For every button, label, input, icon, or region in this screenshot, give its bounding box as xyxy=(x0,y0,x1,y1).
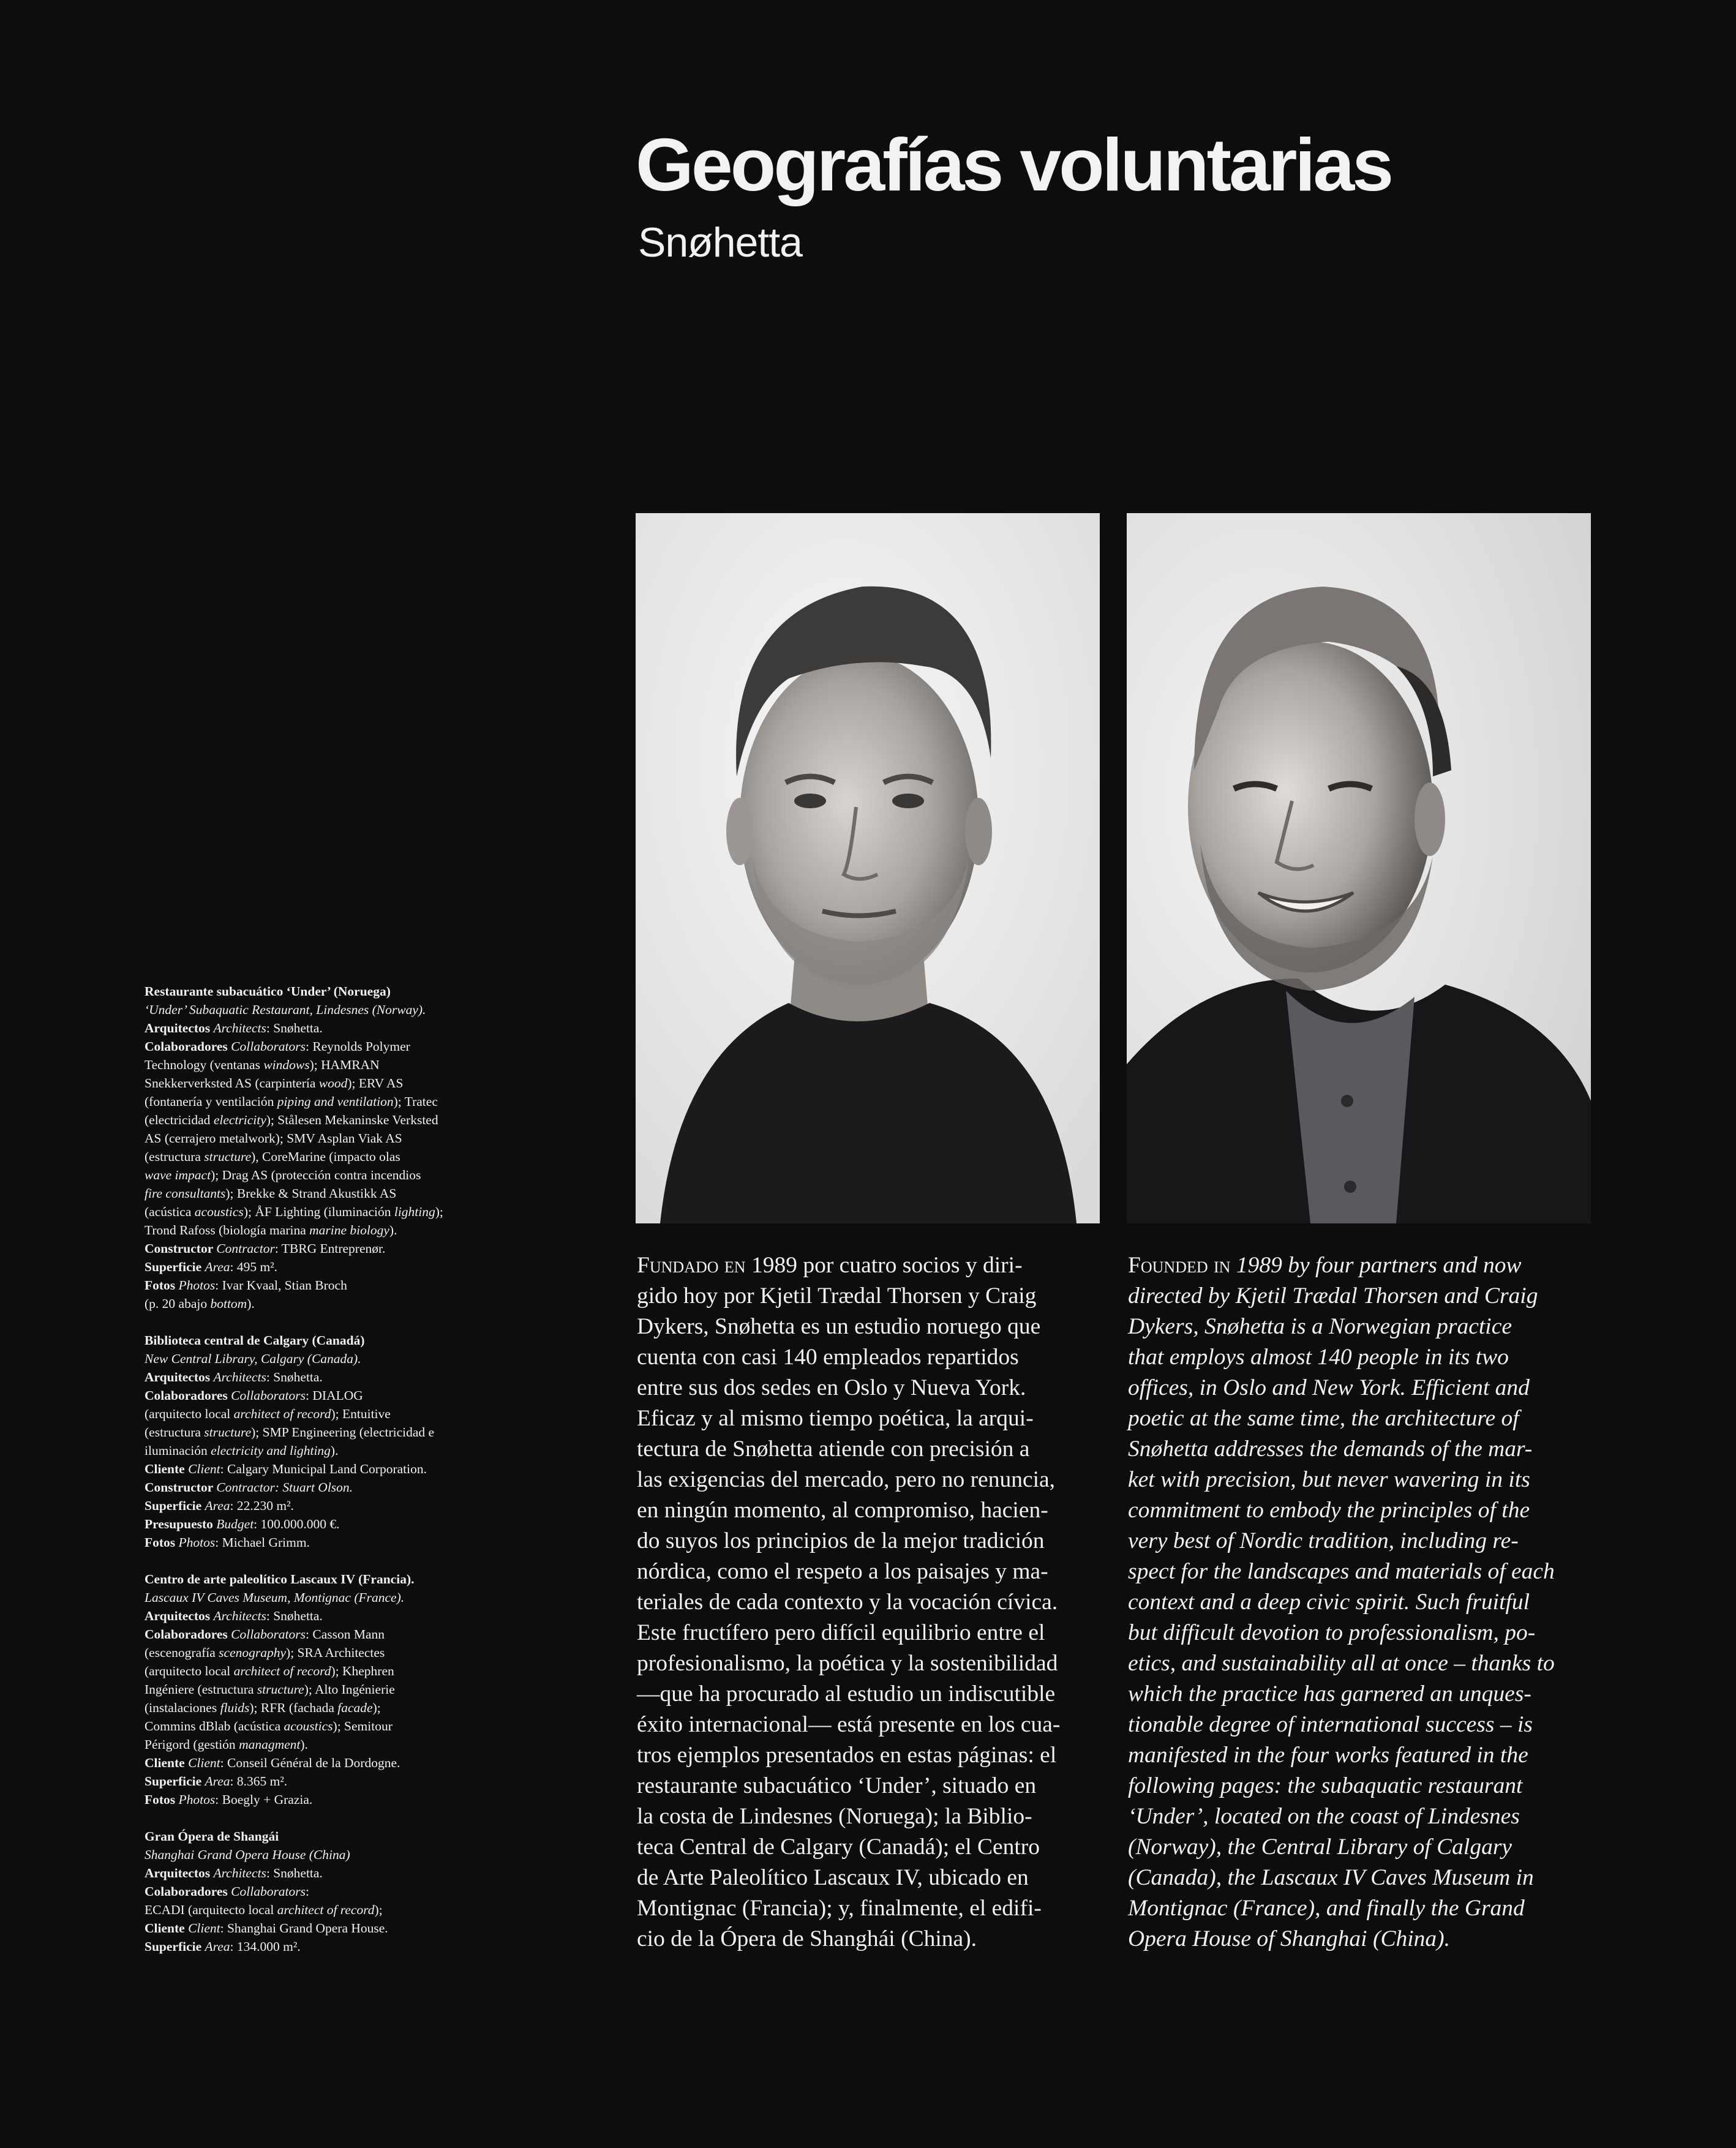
credit-segment: iluminación xyxy=(145,1443,211,1458)
credit-line xyxy=(145,1625,500,1643)
credit-segment: Arquitectos xyxy=(145,1609,214,1623)
credit-segment: Area xyxy=(205,1498,230,1513)
credit-segment: ); Stålesen Mekaninske Verksted xyxy=(266,1113,438,1127)
credit-segment: Colaboradores xyxy=(145,1627,231,1642)
credit-segment: ); xyxy=(435,1204,443,1219)
credit-segment: lighting xyxy=(394,1204,435,1219)
credit-segment: (p. 20 abajo xyxy=(145,1296,211,1311)
credit-segment: Architects xyxy=(213,1866,266,1880)
credit-segment: Commins dBlab (acústica xyxy=(145,1719,284,1733)
credit-segment: Budget xyxy=(216,1517,254,1531)
credit-segment: Trond Rafoss (biología marina xyxy=(145,1223,310,1237)
body-line: that employs almost 140 people in its two xyxy=(1128,1345,1509,1370)
credit-segment: (acústica xyxy=(145,1204,195,1219)
credit-segment: Technology (ventanas xyxy=(145,1057,264,1072)
credit-segment: Arquitectos xyxy=(145,1370,214,1384)
body-line: commitment to embody the principles of the xyxy=(1128,1498,1530,1523)
credit-line xyxy=(145,1937,500,1956)
credit-line xyxy=(145,1019,500,1037)
credit-segment: Snekkerverksted AS (carpintería xyxy=(145,1076,319,1091)
credit-segment: : Conseil Général de la Dordogne. xyxy=(220,1756,400,1770)
credit-segment: ); SMP Engineering (electricidad e xyxy=(251,1425,435,1440)
credit-segment: Collaborators xyxy=(231,1039,306,1054)
credit-segment: : 134.000 m². xyxy=(230,1939,301,1954)
body-line: cuenta con casi 140 empleados repartidos xyxy=(637,1345,1019,1370)
project-credits xyxy=(145,982,500,1974)
credit-line xyxy=(145,1368,500,1386)
body-line: Dykers, Snøhetta es un estudio noruego que xyxy=(637,1314,1041,1339)
credit-segment: Superficie xyxy=(145,1939,205,1954)
body-line: cio de la Ópera de Shanghái (China). xyxy=(637,1926,977,1951)
credit-line xyxy=(145,1203,500,1221)
credit-segment: ); xyxy=(372,1700,381,1715)
body-line: manifested in the four works featured in the xyxy=(1128,1743,1528,1768)
credit-segment: Area xyxy=(205,1260,230,1274)
credit-segment: Colaboradores xyxy=(145,1039,231,1054)
project-subtitle: Shanghai Grand Opera House (China) xyxy=(145,1847,350,1862)
credit-segment: Constructor xyxy=(145,1480,217,1495)
credit-segment: electricity xyxy=(213,1113,266,1127)
body-line: Montignac (France), and finally the Grand xyxy=(1128,1896,1525,1921)
credit-line xyxy=(145,1074,500,1092)
credit-segment: ); xyxy=(374,1902,383,1917)
body-line: (Canada), the Lascaux IV Caves Museum in xyxy=(1128,1865,1534,1890)
credit-segment: wave impact xyxy=(145,1168,211,1182)
credit-segment: ); Khephren xyxy=(331,1664,394,1678)
credit-segment: Photos xyxy=(178,1792,216,1807)
body-line: nórdica, como el respeto a los paisajes y ma- xyxy=(637,1559,1048,1584)
credit-segment: (estructura xyxy=(145,1149,205,1164)
credit-segment: : Shanghai Grand Opera House. xyxy=(220,1921,388,1936)
credit-segment: Photos xyxy=(178,1535,216,1550)
credit-line xyxy=(145,1258,500,1276)
body-line: tionable degree of international success – is xyxy=(1128,1712,1533,1737)
body-line: Dykers, Snøhetta is a Norwegian practice xyxy=(1128,1314,1512,1339)
credit-segment: Client xyxy=(188,1756,220,1770)
credit-segment: AS (cerrajero metalwork); SMV Asplan Viak AS xyxy=(145,1131,402,1146)
credit-line xyxy=(145,1478,500,1496)
credit-segment: Architects xyxy=(213,1370,266,1384)
credit-segment: Architects xyxy=(213,1021,266,1035)
body-line: Eficaz y al mismo tiempo poética, la arqui- xyxy=(637,1406,1034,1431)
credit-line xyxy=(145,1092,500,1111)
credit-line xyxy=(145,1386,500,1405)
credit-line xyxy=(145,1772,500,1790)
credit-segment: (instalaciones xyxy=(145,1700,220,1715)
credit-segment: (estructura xyxy=(145,1425,205,1440)
body-line: entre sus dos sedes en Oslo y Nueva York. xyxy=(637,1375,1026,1400)
body-line: de Arte Paleolítico Lascaux IV, ubicado en xyxy=(637,1865,1029,1890)
credit-segment: structure xyxy=(257,1682,304,1697)
credit-segment: : 495 m². xyxy=(230,1260,278,1274)
credit-segment: Superficie xyxy=(145,1774,205,1789)
credit-segment: (arquitecto local xyxy=(145,1664,234,1678)
credit-segment: ); HAMRAN xyxy=(309,1057,380,1072)
credit-segment: Client xyxy=(188,1921,220,1936)
body-line: las exigencias del mercado, pero no renuncia, xyxy=(637,1467,1056,1492)
credit-line xyxy=(145,1864,500,1882)
credit-segment: (escenografía xyxy=(145,1645,219,1660)
credit-segment: : 8.365 m². xyxy=(230,1774,288,1789)
credit-line xyxy=(145,1221,500,1239)
body-line: but difficult devotion to professionalism, po- xyxy=(1128,1620,1536,1645)
credit-segment: Collaborators xyxy=(231,1388,306,1403)
project-subtitle: ‘Under’ Subaquatic Restaurant, Lindesnes (Norway). xyxy=(145,1002,426,1017)
credit-segment: ); ERV AS xyxy=(347,1076,404,1091)
project-subtitle: New Central Library, Calgary (Canada). xyxy=(145,1351,361,1366)
credit-line xyxy=(145,1111,500,1129)
credit-segment: ECADI (arquitecto local xyxy=(145,1902,277,1917)
body-line: etics, and sustainability all at once – thanks to xyxy=(1128,1651,1555,1676)
page-subtitle: Snøhetta xyxy=(638,219,802,266)
body-line: restaurante subacuático ‘Under’, situado en xyxy=(637,1773,1037,1798)
credit-segment: ), CoreMarine (impacto olas xyxy=(251,1149,400,1164)
body-line: ‘Under’, located on the coast of Lindesnes xyxy=(1128,1804,1520,1829)
credit-segment: ); Tratec xyxy=(393,1094,438,1109)
credit-line xyxy=(145,1901,500,1919)
credit-segment: (arquitecto local xyxy=(145,1406,234,1421)
credit-segment: marine biology xyxy=(309,1223,389,1237)
credit-segment: Area xyxy=(205,1939,230,1954)
credit-line xyxy=(145,1239,500,1258)
project-credit-block xyxy=(145,1331,500,1552)
credit-segment: ); ÅF Lighting (iluminación xyxy=(243,1204,394,1219)
credit-line xyxy=(145,1919,500,1937)
lead-smallcaps: Fundado en xyxy=(637,1253,746,1278)
credit-segment: Cliente xyxy=(145,1921,189,1936)
credit-line xyxy=(145,1129,500,1147)
credit-segment: Contractor: Stuart Olson. xyxy=(216,1480,353,1495)
body-line: Montignac (Francia); y, finalmente, el edifi- xyxy=(637,1896,1042,1921)
body-line: la costa de Lindesnes (Noruega); la Biblio- xyxy=(637,1804,1032,1829)
credit-segment: : Boegly + Grazia. xyxy=(215,1792,313,1807)
credit-segment: architect of record xyxy=(233,1664,331,1678)
credit-segment: : Snøhetta. xyxy=(266,1021,323,1035)
credit-segment: Photos xyxy=(178,1278,216,1293)
credit-segment: Cliente xyxy=(145,1462,189,1476)
body-line: (Norway), the Central Library of Calgary xyxy=(1128,1834,1512,1860)
credit-line xyxy=(145,1790,500,1809)
body-text-spanish xyxy=(637,1250,1101,1955)
body-text-english xyxy=(1128,1250,1592,1955)
credit-segment: : 100.000.000 €. xyxy=(254,1517,340,1531)
credit-segment: : Reynolds Polymer xyxy=(306,1039,410,1054)
credit-segment: (fontanería y ventilación xyxy=(145,1094,277,1109)
credit-segment: electricity and lighting xyxy=(211,1443,331,1458)
project-title: Centro de arte paleolítico Lascaux IV (Francia). xyxy=(145,1572,415,1587)
body-line: tectura de Snøhetta atiende con precisión a xyxy=(637,1436,1030,1462)
credit-segment: (electricidad xyxy=(145,1113,214,1127)
credit-segment: acoustics xyxy=(284,1719,333,1733)
lead-smallcaps: Founded in xyxy=(1128,1253,1231,1278)
credit-segment: ); SRA Architectes xyxy=(286,1645,385,1660)
body-line: —que ha procurado al estudio un indiscutible xyxy=(637,1681,1056,1707)
credit-line xyxy=(145,1607,500,1625)
credit-segment: : 22.230 m². xyxy=(230,1498,294,1513)
credit-line xyxy=(145,1699,500,1717)
credit-line xyxy=(145,1717,500,1735)
project-credit-block xyxy=(145,1827,500,1956)
credit-segment: bottom xyxy=(210,1296,247,1311)
credit-segment: Collaborators xyxy=(231,1627,306,1642)
credit-line xyxy=(145,1405,500,1423)
credit-segment: Arquitectos xyxy=(145,1021,214,1035)
credit-segment: ). xyxy=(300,1737,308,1752)
project-credit-block xyxy=(145,1570,500,1809)
credit-segment: Colaboradores xyxy=(145,1884,231,1899)
body-line: following pages: the subaquatic restaurant xyxy=(1128,1773,1523,1798)
credit-segment: facade xyxy=(337,1700,373,1715)
credit-segment: Cliente xyxy=(145,1756,189,1770)
credit-segment: acoustics xyxy=(194,1204,244,1219)
credit-segment: structure xyxy=(204,1149,252,1164)
credit-segment: : Snøhetta. xyxy=(266,1609,323,1623)
body-line: offices, in Oslo and New York. Efficient and xyxy=(1128,1375,1530,1400)
body-line: éxito internacional— está presente en los cua- xyxy=(637,1712,1061,1737)
body-line: context and a deep civic spirit. Such fruitful xyxy=(1128,1590,1530,1615)
body-line: teca Central de Calgary (Canadá); el Centro xyxy=(637,1834,1040,1860)
credit-line xyxy=(145,1662,500,1680)
credit-segment: : Ivar Kvaal, Stian Broch xyxy=(215,1278,347,1293)
body-line: poetic at the same time, the architecture of xyxy=(1128,1406,1519,1431)
body-line: spect for the landscapes and materials of each xyxy=(1128,1559,1555,1584)
credit-segment: Constructor xyxy=(145,1241,217,1256)
credit-line xyxy=(145,1735,500,1754)
credit-line xyxy=(145,1423,500,1441)
project-title: Restaurante subacuático ‘Under’ (Noruega) xyxy=(145,984,391,999)
project-title: Biblioteca central de Calgary (Canadá) xyxy=(145,1333,365,1348)
credit-segment: : Calgary Municipal Land Corporation. xyxy=(220,1462,427,1476)
body-line: Este fructífero pero difícil equilibrio entre el xyxy=(637,1620,1045,1645)
portrait-photo-right xyxy=(1127,513,1591,1223)
credit-segment: : DIALOG xyxy=(306,1388,363,1403)
credit-segment: Périgord (gestión xyxy=(145,1737,239,1752)
credit-segment: structure xyxy=(204,1425,252,1440)
credit-segment: : TBRG Entreprenør. xyxy=(274,1241,386,1256)
credit-segment: Client xyxy=(188,1462,220,1476)
body-line: do suyos los principios de la mejor tradición xyxy=(637,1528,1045,1553)
body-line: which the practice has garnered an unques- xyxy=(1128,1681,1531,1707)
credit-segment: ); Semitour xyxy=(333,1719,393,1733)
credit-segment: Superficie xyxy=(145,1498,205,1513)
credit-line xyxy=(145,1460,500,1478)
credit-segment: ); RFR (fachada xyxy=(249,1700,338,1715)
credit-line xyxy=(145,1147,500,1166)
credit-segment: piping and ventilation xyxy=(277,1094,394,1109)
body-line: teriales de cada contexto y la vocación cívica. xyxy=(637,1590,1058,1615)
credit-segment: Arquitectos xyxy=(145,1866,214,1880)
body-line: en ningún momento, al compromiso, hacien- xyxy=(637,1498,1048,1523)
credit-segment: Presupuesto xyxy=(145,1517,217,1531)
credit-segment: : Snøhetta. xyxy=(266,1866,323,1880)
credit-segment: Contractor xyxy=(216,1241,275,1256)
body-line: Opera House of Shanghai (China). xyxy=(1128,1926,1451,1951)
credit-segment: ); Entuitive xyxy=(331,1406,391,1421)
credit-line xyxy=(145,1643,500,1662)
project-subtitle: Lascaux IV Caves Museum, Montignac (France). xyxy=(145,1590,405,1605)
credit-segment: ). xyxy=(330,1443,339,1458)
project-title: Gran Ópera de Shangái xyxy=(145,1829,279,1844)
credit-segment: Ingéniere (estructura xyxy=(145,1682,257,1697)
credit-line xyxy=(145,1533,500,1552)
credit-segment: architect of record xyxy=(277,1902,375,1917)
project-credit-block xyxy=(145,982,500,1313)
credit-segment: : Snøhetta. xyxy=(266,1370,323,1384)
credit-line xyxy=(145,1184,500,1203)
credit-segment: windows xyxy=(263,1057,310,1072)
credit-line xyxy=(145,1037,500,1056)
body-line: Snøhetta addresses the demands of the mar- xyxy=(1128,1436,1533,1462)
credit-segment: ). xyxy=(247,1296,255,1311)
credit-segment: Superficie xyxy=(145,1260,205,1274)
credit-segment: Fotos xyxy=(145,1278,179,1293)
body-line: Fundado en 1989 por cuatro socios y diri- xyxy=(637,1253,1023,1278)
credit-segment: : Casson Mann xyxy=(306,1627,385,1642)
credit-segment: Architects xyxy=(213,1609,266,1623)
portrait-photo-left xyxy=(636,513,1100,1223)
credit-line xyxy=(145,1166,500,1184)
credit-segment: ); Brekke & Strand Akustikk AS xyxy=(225,1186,397,1201)
body-line: very best of Nordic tradition, including re- xyxy=(1128,1528,1519,1553)
credit-line xyxy=(145,1276,500,1294)
credit-segment: managment xyxy=(239,1737,301,1752)
credit-segment: Fotos xyxy=(145,1535,179,1550)
credit-line xyxy=(145,1056,500,1074)
credit-segment: : xyxy=(306,1884,310,1899)
credit-line xyxy=(145,1496,500,1515)
body-line: ket with precision, but never wavering in its xyxy=(1128,1467,1530,1492)
credit-segment: Fotos xyxy=(145,1792,179,1807)
credit-segment: wood xyxy=(318,1076,348,1091)
credit-segment: Area xyxy=(205,1774,230,1789)
credit-segment: : Michael Grimm. xyxy=(215,1535,310,1550)
credit-segment: ). xyxy=(389,1223,397,1237)
credit-segment: Collaborators xyxy=(231,1884,306,1899)
credit-line xyxy=(145,1680,500,1699)
body-line: gido hoy por Kjetil Trædal Thorsen y Craig xyxy=(637,1283,1037,1309)
body-line: profesionalismo, la poética y la sostenibilidad xyxy=(637,1651,1058,1676)
credit-segment: fluids xyxy=(220,1700,250,1715)
page-title: Geografías voluntarias xyxy=(636,123,1392,206)
credit-segment: fire consultants xyxy=(145,1186,226,1201)
credit-segment: ); Drag AS (protección contra incendios xyxy=(211,1168,421,1182)
credit-line xyxy=(145,1754,500,1772)
body-line: tros ejemplos presentados en estas páginas: el xyxy=(637,1743,1057,1768)
credit-line xyxy=(145,1441,500,1460)
credit-line xyxy=(145,1294,500,1313)
credit-segment: scenography xyxy=(219,1645,287,1660)
credit-segment: Colaboradores xyxy=(145,1388,231,1403)
credit-segment: architect of record xyxy=(233,1406,331,1421)
body-line: Founded in 1989 by four partners and now xyxy=(1128,1253,1522,1278)
credit-segment: ); Alto Ingénierie xyxy=(304,1682,395,1697)
credit-line xyxy=(145,1882,500,1901)
body-line: directed by Kjetil Trædal Thorsen and Craig xyxy=(1128,1283,1538,1309)
credit-line xyxy=(145,1515,500,1533)
